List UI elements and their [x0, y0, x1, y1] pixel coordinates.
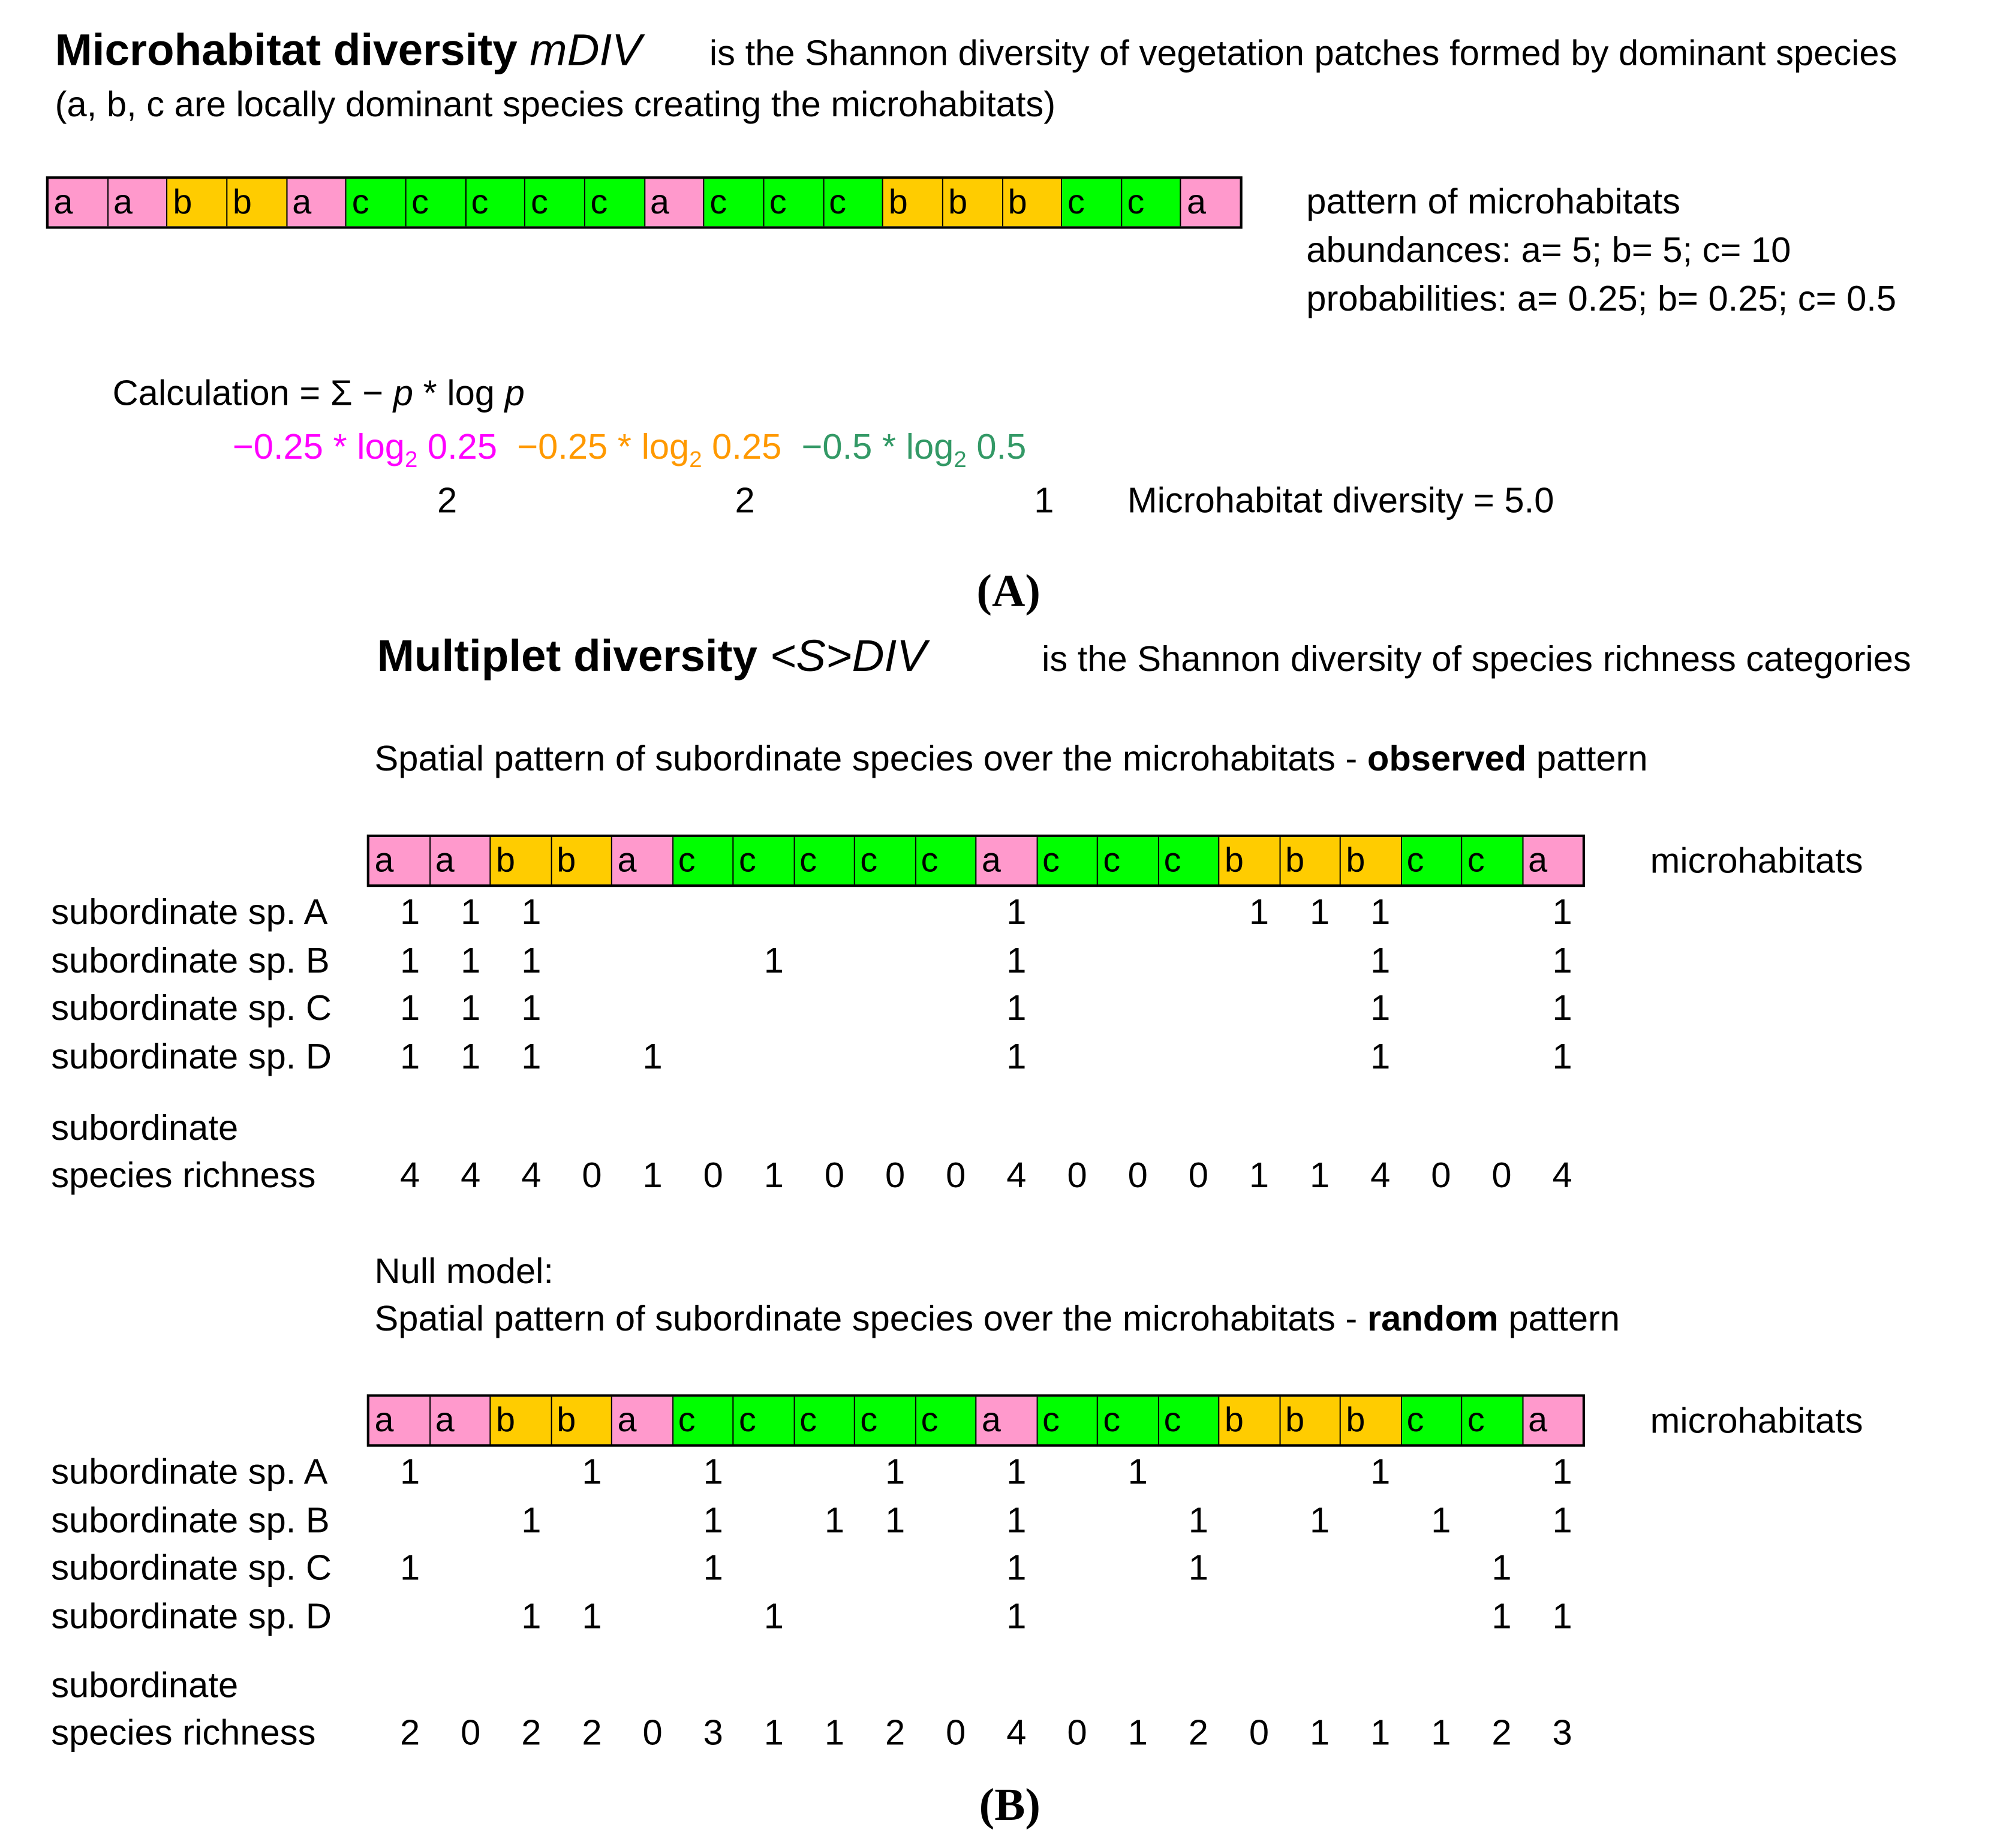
richness-value: 0 — [1067, 1712, 1087, 1753]
microhabitat-cell-a: a — [1181, 179, 1240, 226]
part-a-subtitle: (a, b, c are locally dominant species creating the microhabitats) — [55, 84, 1056, 124]
title-italic: mDIV — [530, 25, 642, 76]
microhabitat-cell-c: c — [585, 179, 645, 226]
microhabitat-cell-a: a — [1523, 1397, 1583, 1444]
microhabitat-cell-c: c — [1462, 837, 1523, 884]
richness-value: 1 — [1431, 1712, 1451, 1753]
presence-mark: 1 — [1370, 1036, 1391, 1076]
microhabitat-cell-c: c — [1063, 179, 1122, 226]
presence-mark: 1 — [521, 1500, 542, 1540]
result-a: 2 — [437, 480, 458, 520]
richness-value: 0 — [1431, 1155, 1451, 1195]
presence-mark: 1 — [582, 1596, 602, 1636]
part-a-title — [55, 26, 642, 77]
microhabitat-cell-b: b — [1280, 837, 1341, 884]
presence-mark: 1 — [582, 1452, 602, 1492]
presence-mark: 1 — [1552, 892, 1572, 932]
presence-mark: 1 — [1188, 1500, 1208, 1540]
microhabitat-cell-c: c — [916, 837, 976, 884]
microhabitat-cell-a: a — [369, 1397, 430, 1444]
presence-mark: 1 — [1006, 988, 1027, 1028]
richness-value: 1 — [1127, 1712, 1148, 1753]
richness-value: 1 — [824, 1712, 845, 1753]
richness-value: 3 — [1552, 1712, 1572, 1753]
microhabitat-cell-c: c — [673, 837, 733, 884]
calculation-terms — [233, 427, 1026, 480]
microhabitat-cell-b: b — [491, 1397, 551, 1444]
microhabitats-label: microhabitats — [1650, 1401, 1863, 1441]
presence-mark: 1 — [703, 1500, 723, 1540]
richness-value: 0 — [642, 1712, 663, 1753]
microhabitat-cell-b: b — [883, 179, 943, 226]
microhabitat-cell-c: c — [764, 179, 823, 226]
presence-mark: 1 — [1552, 1596, 1572, 1636]
pattern-label: pattern of microhabitats — [1306, 181, 1680, 221]
presence-mark: 1 — [703, 1452, 723, 1492]
richness-value: 2 — [582, 1712, 602, 1753]
richness-value: 1 — [1249, 1155, 1270, 1195]
richness-label: subordinate — [51, 1665, 239, 1705]
presence-mark: 1 — [1127, 1452, 1148, 1492]
part-a-description: is the Shannon diversity of vegetation patches formed by dominant species — [709, 33, 1897, 73]
microhabitat-cell-c: c — [733, 1397, 794, 1444]
null-model-label: Null model: — [374, 1251, 554, 1291]
presence-mark: 1 — [1370, 892, 1391, 932]
presence-mark: 1 — [461, 1036, 481, 1076]
presence-mark: 1 — [1491, 1548, 1512, 1588]
calc-p: p — [504, 373, 525, 413]
microhabitat-cell-c: c — [347, 179, 406, 226]
microhabitats-label: microhabitats — [1650, 841, 1863, 881]
richness-value: 1 — [763, 1155, 784, 1195]
microhabitat-cell-c: c — [795, 1397, 855, 1444]
microhabitat-cell-b: b — [943, 179, 1003, 226]
presence-mark: 1 — [1006, 1500, 1027, 1540]
presence-mark: 1 — [461, 892, 481, 932]
microhabitat-cell-c: c — [1401, 837, 1462, 884]
microhabitat-cell-b: b — [1003, 179, 1062, 226]
part-b-description: is the Shannon diversity of species richness categories — [1042, 639, 1911, 679]
richness-value: 0 — [1188, 1155, 1208, 1195]
term-a: $-0.25 * \log_2 0.25$ — [232, 426, 498, 472]
microhabitat-cell-a: a — [49, 179, 108, 226]
richness-value: 0 — [1127, 1155, 1148, 1195]
microhabitat-cell-c: c — [916, 1397, 976, 1444]
presence-mark: 1 — [1006, 940, 1027, 980]
species-row-label: subordinate sp. A — [51, 892, 328, 932]
microhabitat-diversity-result: Microhabitat diversity = 5.0 — [1127, 480, 1554, 520]
richness-value: 0 — [824, 1155, 845, 1195]
richness-value: 2 — [399, 1712, 420, 1753]
microhabitat-cell-b: b — [1219, 837, 1280, 884]
presence-mark: 1 — [824, 1500, 845, 1540]
microhabitat-cell-c: c — [673, 1397, 733, 1444]
presence-mark: 1 — [399, 1036, 420, 1076]
microhabitat-cell-a: a — [645, 179, 704, 226]
presence-mark: 1 — [1006, 1036, 1027, 1076]
richness-value: 2 — [885, 1712, 906, 1753]
microhabitat-cell-c: c — [1159, 1397, 1219, 1444]
microhabitat-cell-c: c — [855, 1397, 916, 1444]
microhabitat-cell-c: c — [733, 837, 794, 884]
richness-label: species richness — [51, 1155, 316, 1195]
microhabitat-cell-b: b — [1341, 837, 1401, 884]
microhabitat-cell-a: a — [612, 1397, 673, 1444]
microhabitat-cell-a: a — [287, 179, 347, 226]
richness-value: 2 — [1188, 1712, 1208, 1753]
microhabitat-cell-a: a — [976, 1397, 1037, 1444]
presence-mark: 1 — [1006, 1596, 1027, 1636]
richness-value: 0 — [703, 1155, 723, 1195]
species-row-label: subordinate sp. B — [51, 940, 330, 980]
presence-mark: 1 — [1188, 1548, 1208, 1588]
presence-mark: 1 — [521, 1036, 542, 1076]
term-c: $-0.5 * \log_2 0.5$ — [801, 426, 1027, 472]
richness-value: 3 — [703, 1712, 723, 1753]
microhabitat-cell-c: c — [705, 179, 764, 226]
presence-mark: 1 — [1491, 1596, 1512, 1636]
abundances: abundances: a= 5; b= 5; c= 10 — [1306, 230, 1791, 270]
presence-mark: 1 — [1370, 940, 1391, 980]
microhabitat-cell-a: a — [369, 837, 430, 884]
microhabitat-cell-a: a — [108, 179, 167, 226]
richness-value: 0 — [1491, 1155, 1512, 1195]
presence-mark: 1 — [1309, 892, 1330, 932]
presence-mark: 1 — [1552, 1036, 1572, 1076]
microhabitat-cell-a: a — [976, 837, 1037, 884]
presence-mark: 1 — [1006, 1452, 1027, 1492]
presence-mark: 1 — [703, 1548, 723, 1588]
calc-prefix: Calculation = Σ − — [112, 373, 393, 413]
richness-value: 1 — [1309, 1712, 1330, 1753]
calculation-formula — [113, 373, 525, 414]
presence-mark: 1 — [521, 940, 542, 980]
microhabitat-cell-c: c — [1462, 1397, 1523, 1444]
microhabitat-cell-c: c — [1098, 1397, 1159, 1444]
microhabitat-cell-c: c — [795, 837, 855, 884]
presence-mark: 1 — [521, 892, 542, 932]
richness-value: 1 — [1370, 1712, 1391, 1753]
microhabitat-cell-a: a — [430, 837, 491, 884]
richness-value: 4 — [461, 1155, 481, 1195]
presence-mark: 1 — [1552, 1500, 1572, 1540]
presence-mark: 1 — [461, 988, 481, 1028]
microhabitat-cell-c: c — [1037, 837, 1098, 884]
microhabitat-cell-c: c — [526, 179, 585, 226]
title-italic: <S>DIV — [769, 631, 927, 682]
microhabitat-bar-observed — [367, 835, 1585, 887]
microhabitat-cell-c: c — [1122, 179, 1181, 226]
richness-value: 4 — [521, 1155, 542, 1195]
microhabitat-cell-a: a — [612, 837, 673, 884]
richness-value: 4 — [1006, 1155, 1027, 1195]
species-row-label: subordinate sp. C — [51, 988, 332, 1028]
microhabitat-cell-c: c — [1159, 837, 1219, 884]
microhabitat-cell-b: b — [1219, 1397, 1280, 1444]
microhabitat-bar — [46, 176, 1243, 228]
observed-heading: Spatial pattern of subordinate species over the microhabitats - observed pattern — [374, 738, 1648, 779]
richness-value: 4 — [399, 1155, 420, 1195]
species-row-label: subordinate sp. C — [51, 1548, 332, 1588]
richness-value: 0 — [1249, 1712, 1270, 1753]
title-bold: Microhabitat diversity — [55, 25, 530, 76]
presence-mark: 1 — [1370, 1452, 1391, 1492]
result-b: 2 — [735, 480, 755, 520]
richness-value: 0 — [946, 1712, 966, 1753]
richness-value: 1 — [763, 1712, 784, 1753]
presence-mark: 1 — [521, 988, 542, 1028]
richness-value: 4 — [1006, 1712, 1027, 1753]
richness-value: 1 — [1309, 1155, 1330, 1195]
microhabitat-cell-c: c — [855, 837, 916, 884]
presence-mark: 1 — [763, 940, 784, 980]
microhabitat-cell-c: c — [407, 179, 466, 226]
presence-mark: 1 — [1552, 1452, 1572, 1492]
presence-mark: 1 — [1370, 988, 1391, 1028]
random-heading: Spatial pattern of subordinate species over the microhabitats - random pattern — [374, 1298, 1620, 1338]
calc-p: p — [393, 373, 413, 413]
species-row-label: subordinate sp. A — [51, 1452, 328, 1492]
presence-mark: 1 — [1552, 988, 1572, 1028]
richness-value: 0 — [946, 1155, 966, 1195]
presence-mark: 1 — [521, 1596, 542, 1636]
microhabitat-cell-a: a — [1523, 837, 1583, 884]
microhabitat-cell-c: c — [824, 179, 883, 226]
presence-mark: 1 — [1309, 1500, 1330, 1540]
microhabitat-bar-random — [367, 1394, 1585, 1446]
result-c: 1 — [1034, 480, 1054, 520]
species-row-label: subordinate sp. D — [51, 1596, 332, 1636]
term-b: $-0.25 * \log_2 0.25$ — [517, 426, 782, 472]
part-b-title — [377, 631, 927, 682]
microhabitat-cell-b: b — [552, 837, 612, 884]
presence-mark: 1 — [1006, 892, 1027, 932]
presence-mark: 1 — [1249, 892, 1270, 932]
microhabitat-cell-b: b — [552, 1397, 612, 1444]
richness-value: 0 — [582, 1155, 602, 1195]
probabilities: probabilities: a= 0.25; b= 0.25; c= 0.5 — [1306, 278, 1897, 318]
microhabitat-cell-c: c — [466, 179, 525, 226]
title-bold: Multiplet diversity — [377, 631, 770, 682]
richness-value: 2 — [521, 1712, 542, 1753]
species-row-label: subordinate sp. B — [51, 1500, 330, 1540]
richness-value: 0 — [1067, 1155, 1087, 1195]
presence-mark: 1 — [642, 1036, 663, 1076]
microhabitat-cell-c: c — [1037, 1397, 1098, 1444]
presence-mark: 1 — [885, 1500, 906, 1540]
richness-value: 4 — [1370, 1155, 1391, 1195]
microhabitat-cell-b: b — [168, 179, 227, 226]
presence-mark: 1 — [763, 1596, 784, 1636]
richness-value: 0 — [461, 1712, 481, 1753]
presence-mark: 1 — [399, 1452, 420, 1492]
richness-label: species richness — [51, 1712, 316, 1753]
panel-label-a: (A) — [976, 565, 1040, 616]
richness-value: 4 — [1552, 1155, 1572, 1195]
presence-mark: 1 — [399, 892, 420, 932]
microhabitat-cell-a: a — [430, 1397, 491, 1444]
presence-mark: 1 — [399, 1548, 420, 1588]
microhabitat-cell-c: c — [1401, 1397, 1462, 1444]
richness-value: 1 — [642, 1155, 663, 1195]
richness-label: subordinate — [51, 1107, 239, 1148]
calc-log: * log — [413, 373, 505, 413]
microhabitat-cell-b: b — [227, 179, 287, 226]
microhabitat-cell-b: b — [1280, 1397, 1341, 1444]
presence-mark: 1 — [399, 940, 420, 980]
microhabitat-cell-b: b — [491, 837, 551, 884]
presence-mark: 1 — [1006, 1548, 1027, 1588]
panel-label-b: (B) — [979, 1778, 1040, 1831]
richness-value: 0 — [885, 1155, 906, 1195]
microhabitat-cell-c: c — [1098, 837, 1159, 884]
presence-mark: 1 — [1552, 940, 1572, 980]
microhabitat-cell-b: b — [1341, 1397, 1401, 1444]
presence-mark: 1 — [1431, 1500, 1451, 1540]
presence-mark: 1 — [399, 988, 420, 1028]
presence-mark: 1 — [885, 1452, 906, 1492]
species-row-label: subordinate sp. D — [51, 1036, 332, 1076]
presence-mark: 1 — [461, 940, 481, 980]
richness-value: 2 — [1491, 1712, 1512, 1753]
